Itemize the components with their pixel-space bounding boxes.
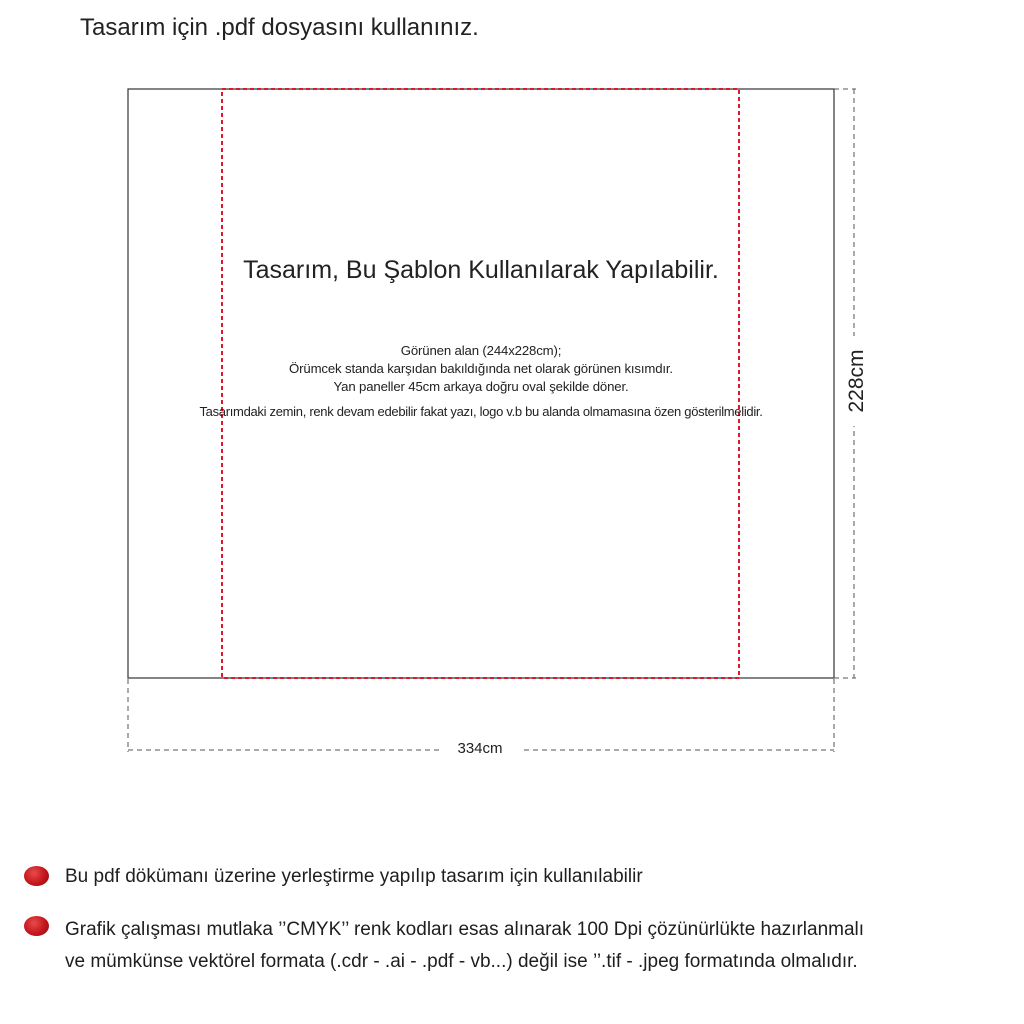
width-dimension-label: 334cm bbox=[440, 740, 520, 757]
note-text: Grafik çalışması mutlaka ’’CMYK’’ renk kodları esas alınarak 100 Dpi çözünürlükte hazırlanmalı bbox=[65, 919, 865, 940]
template-description-line: Görünen alan (244x228cm); bbox=[400, 343, 562, 358]
red-bullet-icon bbox=[24, 916, 49, 936]
template-description-line: Tasarımdaki zemin, renk devam edebilir fakat yazı, logo v.b bu alanda olmamasına özen gösterilmelidir. bbox=[199, 404, 763, 419]
page-heading: Tasarım için .pdf dosyasını kullanınız. bbox=[80, 14, 479, 41]
note-text: Bu pdf dökümanı üzerine yerleştirme yapılıp tasarım için kullanılabilir bbox=[65, 866, 643, 887]
note-item bbox=[24, 864, 643, 890]
template-description-line: Örümcek standa karşıdan bakıldığında net olarak görünen kısımdır. bbox=[289, 361, 673, 376]
template-description-line: Yan paneller 45cm arkaya doğru oval şekilde döner. bbox=[333, 379, 629, 394]
red-bullet-icon bbox=[24, 866, 49, 886]
note-item bbox=[24, 914, 864, 978]
height-dimension-label: 228cm bbox=[845, 336, 869, 426]
note-text: ve mümkünse vektörel formata (.cdr - .ai - .pdf - vb...) değil ise ’’.tif - .jpeg formatında olmalıdır. bbox=[65, 951, 858, 972]
template-title: Tasarım, Bu Şablon Kullanılarak Yapılabilir. bbox=[243, 256, 719, 284]
